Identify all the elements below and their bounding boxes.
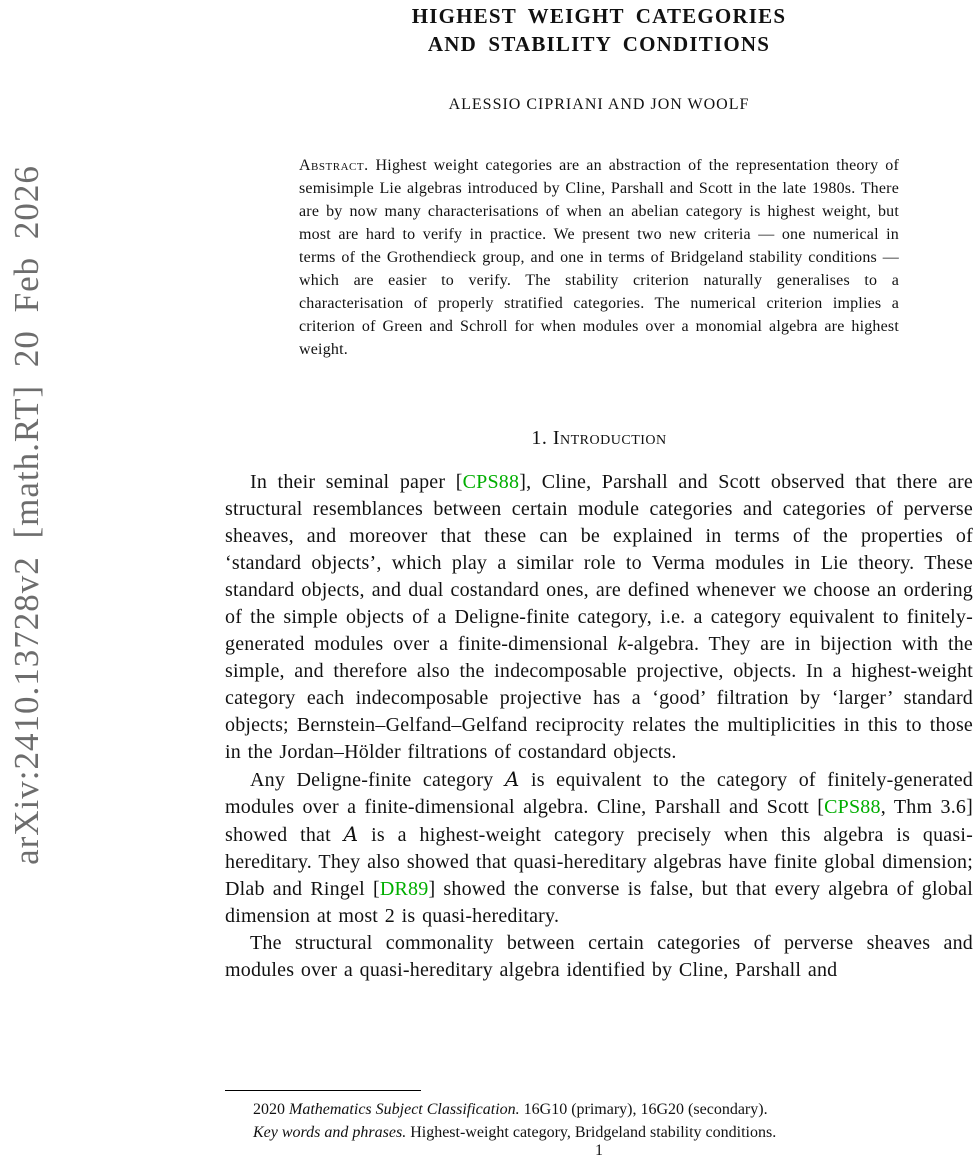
- paper-authors: ALESSIO CIPRIANI AND JON WOOLF: [448, 96, 750, 113]
- paragraph-1-segment: In their seminal paper [: [250, 471, 463, 493]
- citation-cps88[interactable]: CPS88: [824, 796, 881, 818]
- page-number: 1: [595, 1142, 603, 1159]
- footnote-msc-label: Mathematics Subject Classification.: [289, 1101, 520, 1118]
- arxiv-stamp: arXiv:2410.13728v2 [math.RT] 20 Feb 2026: [7, 165, 46, 865]
- paragraph-2-segment: Any Deligne-finite category: [250, 769, 505, 791]
- footnote-rule: [225, 1090, 421, 1091]
- abstract: [299, 154, 899, 361]
- math-script-A: A: [504, 767, 520, 791]
- footnote-keywords-label: Key words and phrases.: [253, 1124, 407, 1141]
- citation-dr89[interactable]: DR89: [379, 878, 429, 900]
- abstract-label: Abstract.: [299, 157, 369, 174]
- abstract-text: Highest weight categories are an abstraction of the representation theory of semisimple Lie algebras introduced by Cline, Parshall and Scott in the late 1980s. There are by now many characterisations of when an abelian category is highest weight, but most are hard to verify in practice. We present two new criteria — one numerical in terms of the Grothendieck group, and one in terms of Bridgeland stability conditions — which are easier to verify. The stability criterion naturally generalises to a characterisation of properly stratified categories. The numerical criterion implies a criterion of Green and Schroll for when modules over a monomial algebra are highest weight.: [299, 157, 900, 358]
- paragraph-2: [225, 766, 973, 930]
- paper-title: [225, 2, 973, 58]
- paper-title-line-2: AND STABILITY CONDITIONS: [427, 32, 771, 56]
- math-script-A: A: [343, 822, 359, 846]
- section-title: Introduction: [552, 427, 667, 449]
- paragraph-3-segment: The structural commonality between certain categories of perverse sheaves and modules over a quasi-hereditary algebra identified by Cline, Parshall and: [225, 932, 973, 981]
- paragraph-2-segment: ] showed the converse is false, but that every algebra of global dimension at most 2 is quasi-hereditary.: [225, 878, 973, 927]
- footnote-msc-segment: 2020: [253, 1101, 289, 1118]
- footnote-keywords-segment: Highest-weight category, Bridgeland stability conditions.: [406, 1124, 777, 1141]
- paragraph-2-segment: is equivalent to the category of finitely-generated modules over a finite-dimensional algebra. Cline, Parshall and Scott [: [225, 769, 973, 818]
- math-k: k: [617, 633, 627, 655]
- paragraph-1-segment: -algebra. They are in bijection with the simple, and therefore also the indecomposable projective, objects. In a highest-weight category each indecomposable projective has a ‘good’ filtration by ‘larger’ standard objects; Bernstein–Gelfand–Gelfand reciprocity relates the multiplicities in this to those in the Jordan–Hölder filtrations of costandard objects.: [225, 633, 973, 763]
- paragraph-1-segment: ], Cline, Parshall and Scott observed that there are structural resemblances between certain module categories and categories of perverse sheaves, and moreover that these can be explained in terms of the properties of ‘standard objects’, which play a similar role to Verma modules in Lie theory. These standard objects, and dual costandard ones, are defined whenever we choose an ordering of the simple objects of a Deligne-finite category, i.e. a category equivalent to finitely-generated modules over a finite-dimensional: [225, 471, 973, 655]
- section-heading: [225, 425, 973, 451]
- citation-cps88[interactable]: CPS88: [462, 471, 520, 493]
- introduction-text: [225, 469, 973, 984]
- paragraph-3: [225, 930, 973, 984]
- footnote-msc-segment: 16G10 (primary), 16G20 (secondary).: [519, 1101, 768, 1118]
- footnotes: [225, 1090, 973, 1144]
- paragraph-2-segment: , Thm 3.6] showed that: [225, 796, 973, 846]
- paragraph-2-segment: is a highest-weight category precisely when this algebra is quasi-hereditary. They also showed that quasi-hereditary algebras have finite global dimension; Dlab and Ringel [: [225, 824, 973, 900]
- section-number: 1.: [531, 427, 548, 449]
- content-column: [225, 0, 973, 1159]
- paragraph-1: [225, 469, 973, 766]
- footnote-keywords: [225, 1121, 973, 1144]
- paper-title-line-1: HIGHEST WEIGHT CATEGORIES: [411, 4, 787, 28]
- footnote-msc: [225, 1098, 973, 1121]
